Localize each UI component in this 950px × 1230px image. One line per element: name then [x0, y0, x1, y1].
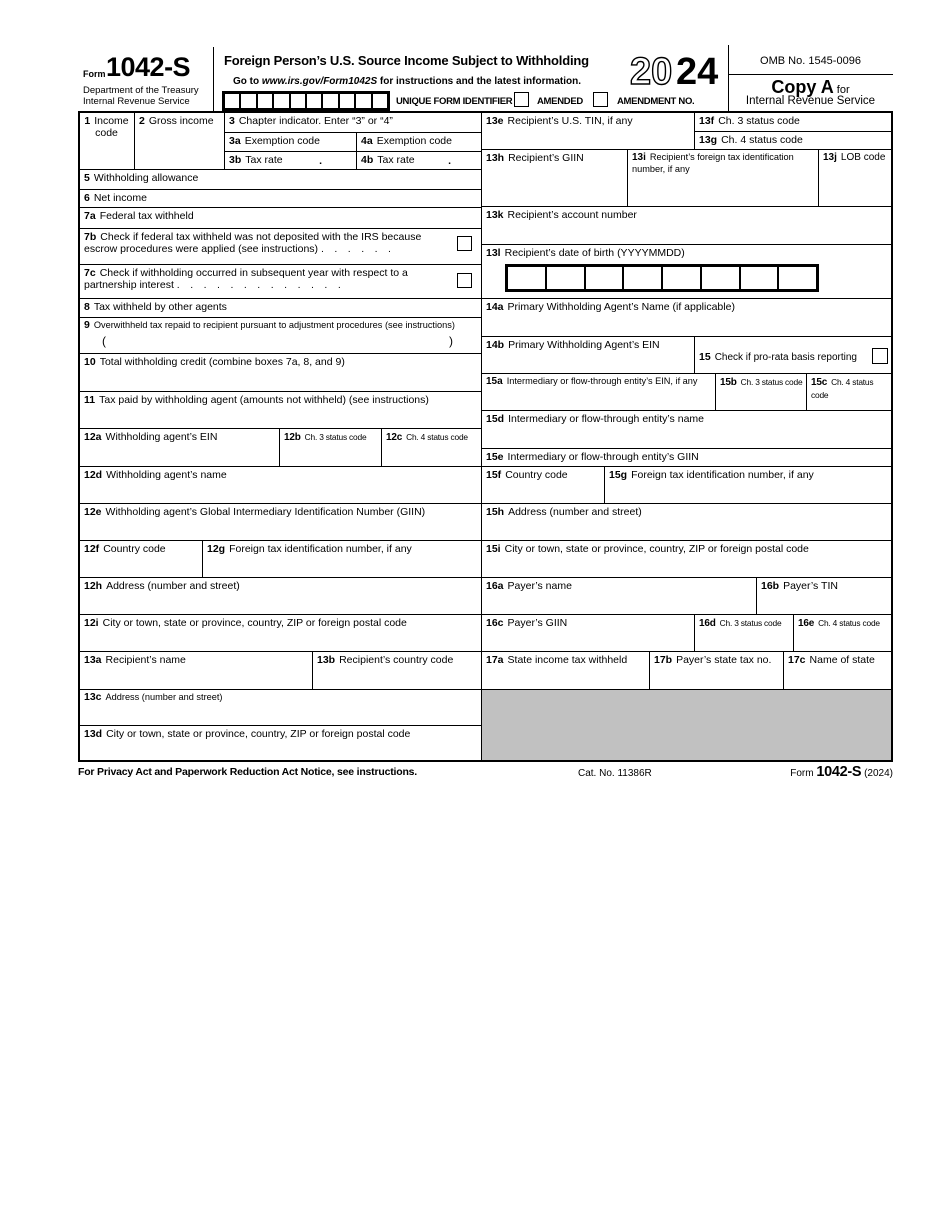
unique-form-identifier-label: UNIQUE FORM IDENTIFIER [396, 96, 513, 107]
identifier-digit-box[interactable] [291, 94, 307, 108]
form-title: Foreign Person’s U.S. Source Income Subject to Withholding [224, 53, 589, 68]
box-15a-intermediary-ein: 15a Intermediary or flow-through entity’s EIN, if any [482, 374, 716, 411]
copy-recipient: Internal Revenue Service [745, 95, 876, 107]
form-number: 1042-S [106, 52, 191, 82]
box-13i-recipient-foreign-tin: 13i Recipient’s foreign tax identification number, if any [628, 150, 819, 207]
amendment-no-label: AMENDMENT NO. [617, 96, 695, 107]
amended-label: AMENDED [537, 96, 583, 107]
box-12a-withholding-agent-ein: 12a Withholding agent’s EIN [80, 429, 280, 467]
box-14a-primary-agent-name: 14a Primary Withholding Agent’s Name (if applicable) [482, 299, 893, 337]
box-13k-recipient-account-number: 13k Recipient’s account number [482, 207, 893, 245]
box-13d-city: 13d City or town, state or province, country, ZIP or foreign postal code [80, 726, 482, 762]
identifier-digit-box[interactable] [373, 94, 387, 108]
dob-digit-box[interactable] [741, 267, 780, 289]
dob-digit-box[interactable] [702, 267, 741, 289]
identifier-digit-box[interactable] [323, 94, 339, 108]
svg-text:20: 20 [630, 51, 673, 93]
box-4b-tax-rate: 4b Tax rate . [357, 152, 482, 170]
catalog-number: Cat. No. 11386R [578, 768, 652, 779]
box-10-total-withholding-credit: 10 Total withholding credit (combine boxes 7a, 8, and 9) [80, 354, 482, 392]
unique-form-identifier-boxes[interactable] [222, 91, 390, 111]
box-7c-checkbox[interactable] [457, 273, 472, 288]
box-12h-address: 12h Address (number and street) [80, 578, 482, 615]
box-3b-tax-rate: 3b Tax rate . [225, 152, 357, 170]
box-16d-ch3-status-code: 16d Ch. 3 status code [695, 615, 794, 652]
box-3a-exemption-code: 3a Exemption code [225, 133, 357, 152]
decimal-point: . [448, 155, 451, 167]
dob-digit-box[interactable] [624, 267, 663, 289]
box-16e-ch4-status-code: 16e Ch. 4 status code [794, 615, 893, 652]
box-2-gross-income: 2 Gross income [135, 113, 225, 170]
instructions-line: Go to www.irs.gov/Form1042S for instructions and the latest information. [233, 76, 582, 87]
box-7c-subsequent-year: 7c Check if withholding occurred in subsequent year with respect to a partnership interest . . . . . . . . . . . . . [80, 265, 482, 299]
box-13e-recipient-us-tin: 13e Recipient’s U.S. TIN, if any [482, 113, 695, 150]
box-15-pro-rata: 15 Check if pro-rata basis reporting [695, 337, 893, 374]
box-15h-address: 15h Address (number and street) [482, 504, 893, 541]
box-12i-city: 12i City or town, state or province, country, ZIP or foreign postal code [80, 615, 482, 652]
privacy-act-notice: For Privacy Act and Paperwork Reduction Act Notice, see instructions. [78, 766, 418, 778]
identifier-digit-box[interactable] [225, 94, 241, 108]
footer-form-number: Form 1042-S (2024) [790, 764, 893, 780]
box-13j-lob-code: 13j LOB code [819, 150, 893, 207]
identifier-digit-box[interactable] [356, 94, 372, 108]
dob-digit-box[interactable] [547, 267, 586, 289]
box-17c-name-of-state: 17c Name of state [784, 652, 893, 690]
box-3-chapter-indicator: 3 Chapter indicator. Enter “3” or “4” [225, 113, 482, 133]
box-15b-ch3-status-code: 15b Ch. 3 status code [716, 374, 807, 411]
box-12c-ch4-status-code: 12c Ch. 4 status code [382, 429, 482, 467]
box-16a-payer-name: 16a Payer’s name [482, 578, 757, 615]
irs-url[interactable]: www.irs.gov/Form1042S [261, 76, 378, 87]
box-13b-recipient-country-code: 13b Recipient’s country code [313, 652, 482, 690]
box-12b-ch3-status-code: 12b Ch. 3 status code [280, 429, 382, 467]
identifier-digit-box[interactable] [340, 94, 356, 108]
shaded-area [482, 690, 893, 762]
box-13l-date-of-birth: 13l Recipient’s date of birth (YYYYMMDD) [482, 245, 893, 299]
department-lines: Department of the Treasury Internal Revenue Service [83, 85, 199, 107]
box-13g-ch4-status-code: 13g Ch. 4 status code [695, 132, 893, 150]
omb-underline [728, 74, 893, 75]
identifier-digit-box[interactable] [307, 94, 323, 108]
box-7b-checkbox[interactable] [457, 236, 472, 251]
dob-digit-box[interactable] [508, 267, 547, 289]
box-17a-state-income-tax: 17a State income tax withheld [482, 652, 650, 690]
box-4a-exemption-code: 4a Exemption code [357, 133, 482, 152]
dob-digit-box[interactable] [779, 267, 816, 289]
amendment-no-checkbox[interactable] [593, 92, 608, 107]
box-7b-escrow: 7b Check if federal tax withheld was not deposited with the IRS because escrow procedures were applied (see instructions) . . . . . . [80, 229, 482, 265]
box-15g-foreign-tin: 15g Foreign tax identification number, if any [605, 467, 893, 504]
box-15c-ch4-status-code: 15c Ch. 4 status code [807, 374, 893, 411]
box-14b-primary-agent-ein: 14b Primary Withholding Agent’s EIN [482, 337, 695, 374]
box-1-income-code: 1 Income code [80, 113, 135, 170]
omb-number: OMB No. 1545-0096 [760, 55, 861, 67]
svg-text:24: 24 [676, 51, 719, 93]
box-15e-intermediary-giin: 15e Intermediary or flow-through entity’s GIIN [482, 449, 893, 467]
box-12d-withholding-agent-name: 12d Withholding agent’s name [80, 467, 482, 504]
box-12e-withholding-agent-giin: 12e Withholding agent’s Global Intermediary Identification Number (GIIN) [80, 504, 482, 541]
box-16c-payer-giin: 16c Payer’s GIIN [482, 615, 695, 652]
identifier-digit-box[interactable] [241, 94, 257, 108]
box-15d-intermediary-name: 15d Intermediary or flow-through entity’s name [482, 411, 893, 449]
box-5-withholding-allowance: 5 Withholding allowance [80, 170, 482, 190]
box-6-net-income: 6 Net income [80, 190, 482, 208]
form-word: Form [83, 69, 106, 79]
amended-checkbox[interactable] [514, 92, 529, 107]
box-13a-recipient-name: 13a Recipient’s name [80, 652, 313, 690]
form-grid [78, 111, 893, 762]
box-11-tax-paid-by-agent: 11 Tax paid by withholding agent (amounts not withheld) (see instructions) [80, 392, 482, 429]
box-13h-recipient-giin: 13h Recipient’s GIIN [482, 150, 628, 207]
dob-digit-box[interactable] [586, 267, 625, 289]
box-13f-ch3-status-code: 13f Ch. 3 status code [695, 113, 893, 132]
identifier-digit-box[interactable] [274, 94, 290, 108]
header-divider-left [213, 47, 214, 111]
box-7a-federal-tax-withheld: 7a Federal tax withheld [80, 208, 482, 229]
tax-year [628, 48, 723, 93]
identifier-digit-box[interactable] [258, 94, 274, 108]
box-17b-payer-state-tax-no: 17b Payer’s state tax no. [650, 652, 784, 690]
box-8-tax-withheld-other-agents: 8 Tax withheld by other agents [80, 299, 482, 318]
box-13c-address: 13c Address (number and street) [80, 690, 482, 726]
box-15i-city: 15i City or town, state or province, country, ZIP or foreign postal code [482, 541, 893, 578]
dob-digit-box[interactable] [663, 267, 702, 289]
decimal-point: . [319, 155, 322, 167]
box-12g-foreign-tin: 12g Foreign tax identification number, if any [203, 541, 482, 578]
box-15f-country-code: 15f Country code [482, 467, 605, 504]
date-of-birth-boxes[interactable] [505, 264, 819, 292]
box-15-checkbox[interactable] [872, 348, 888, 364]
box-9-overwithheld-tax: 9 Overwithheld tax repaid to recipient pursuant to adjustment procedures (see instructions) ( ) [80, 318, 482, 354]
copy-a-line: Copy A for [771, 77, 850, 97]
box-12f-country-code: 12f Country code [80, 541, 203, 578]
box-16b-payer-tin: 16b Payer’s TIN [757, 578, 893, 615]
